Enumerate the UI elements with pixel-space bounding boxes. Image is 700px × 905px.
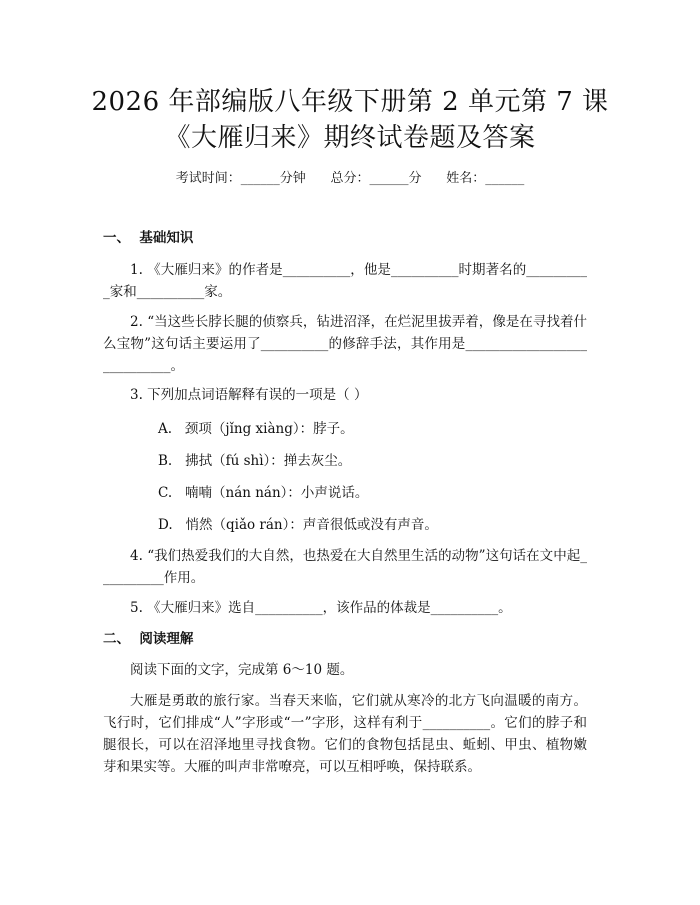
question-3-option-b: B. 拂拭（fú shì）：掸去灰尘。 — [158, 453, 352, 469]
question-3: 3. 下列加点词语解释有误的一项是（ ） — [130, 387, 368, 403]
section-heading-basic-knowledge: 一、 基础知识 — [103, 230, 194, 246]
question-3-option-a: A. 颈项（jǐng xiàng）：脖子。 — [158, 421, 354, 437]
question-4: 4. “我们热爱我们的大自然，也热爱在大自然里生活的动物”这句话在文中起__________作用。 — [103, 548, 587, 586]
question-1: 1. 《大雁归来》的作者是__________，他是__________时期著名的__________家和__________家。 — [103, 262, 587, 300]
question-2: 2. “当这些长脖长腿的侦察兵，钻进沼泽，在烂泥里拔弄着，像是在寻找着什么宝物”这句话主要运用了__________的修辞手法，其作用是____________________________。 — [103, 314, 587, 374]
reading-passage: 大雁是勇敢的旅行家。当春天来临，它们就从寒冷的北方飞向温暖的南方。飞行时，它们排成“人”字形或“一”字形，这样有利于__________。它们的脖子和腿很长，可以在沼泽地里寻找食物。它们的食物包括昆虫、蚯蚓、甲虫、植物嫩芽和果实等。大雁的叫声非常嘹亮，可以互相呼唤，保持联系。 — [103, 693, 587, 775]
question-3-option-c: C. 喃喃（nán nán）：小声说话。 — [158, 485, 369, 501]
question-5: 5. 《大雁归来》选自__________，该作品的体裁是__________。 — [130, 600, 512, 616]
exam-info-line: 考试时间：______分钟 总分：______分 姓名：______ — [175, 171, 525, 186]
document-title-line-1: 2026 年部编版八年级下册第 2 单元第 7 课 — [91, 87, 609, 117]
document-title-line-2: 《大雁归来》期终试卷题及答案 — [164, 123, 536, 153]
question-3-option-d: D. 悄然（qiǎo rán）：声音很低或没有声音。 — [158, 517, 438, 533]
section-heading-reading: 二、 阅读理解 — [103, 631, 194, 647]
reading-instruction: 阅读下面的文字，完成第 6～10 题。 — [130, 662, 354, 678]
